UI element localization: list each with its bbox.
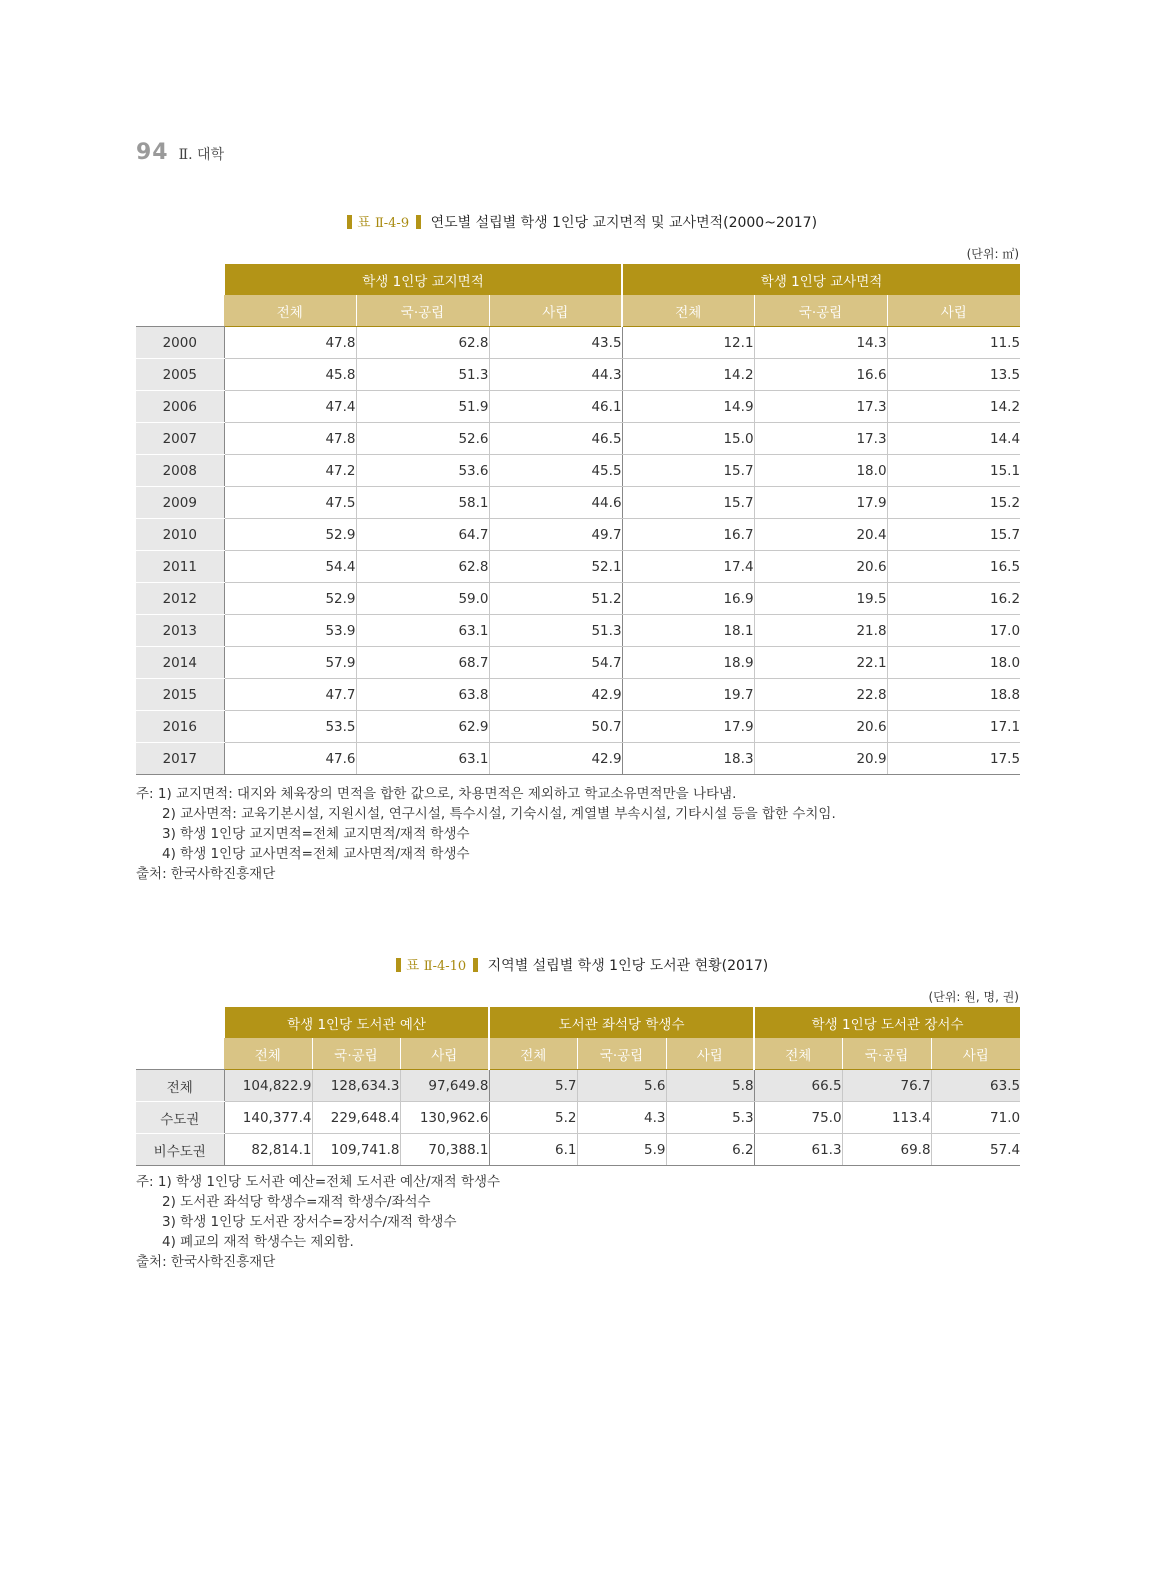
table-cell: 17.9 — [754, 487, 887, 519]
table-cell: 57.9 — [224, 647, 356, 679]
table-cell: 5.6 — [577, 1070, 666, 1102]
table-cell: 5.7 — [489, 1070, 577, 1102]
table-cell: 75.0 — [754, 1102, 842, 1134]
table-cell: 66.5 — [754, 1070, 842, 1102]
table-cell: 52.1 — [489, 551, 622, 583]
row-header: 2011 — [136, 551, 224, 583]
table-cell: 15.1 — [887, 455, 1020, 487]
note: 3) 학생 1인당 교지면적=전체 교지면적/재적 학생수 — [162, 826, 470, 842]
table-cell: 57.4 — [931, 1134, 1020, 1166]
table-cell: 17.1 — [887, 711, 1020, 743]
table-cell: 17.9 — [622, 711, 754, 743]
table1-caption — [0, 212, 1159, 232]
table-cell: 18.0 — [754, 455, 887, 487]
table-cell: 63.5 — [931, 1070, 1020, 1102]
column-header: 사립 — [887, 295, 1020, 327]
table-cell: 17.0 — [887, 615, 1020, 647]
table-cell: 61.3 — [754, 1134, 842, 1166]
table-row — [136, 487, 1020, 519]
table-cell: 54.7 — [489, 647, 622, 679]
row-header: 2007 — [136, 423, 224, 455]
table-cell: 5.8 — [666, 1070, 754, 1102]
group-header: 학생 1인당 도서관 장서수 — [754, 1007, 1020, 1038]
table-cell: 53.5 — [224, 711, 356, 743]
column-header: 국·공립 — [356, 295, 489, 327]
table-cell: 49.7 — [489, 519, 622, 551]
table-cell: 52.9 — [224, 583, 356, 615]
corner-cell — [136, 1007, 224, 1070]
column-header: 국·공립 — [577, 1038, 666, 1070]
source: 출처: 한국사학진흥재단 — [136, 866, 276, 882]
table-cell: 14.4 — [887, 423, 1020, 455]
group-header: 도서관 좌석당 학생수 — [489, 1007, 754, 1038]
table-cell: 47.2 — [224, 455, 356, 487]
table1-title: 연도별 설립별 학생 1인당 교지면적 및 교사면적(2000~2017) — [430, 215, 818, 231]
page-number: 94 — [136, 140, 169, 165]
table2-label: 표 — [405, 958, 420, 974]
note: 3) 학생 1인당 도서관 장서수=장서수/재적 학생수 — [162, 1214, 457, 1230]
table-cell: 71.0 — [931, 1102, 1020, 1134]
table-cell: 22.1 — [754, 647, 887, 679]
column-header: 사립 — [666, 1038, 754, 1070]
table-cell: 63.1 — [356, 615, 489, 647]
table-cell: 6.2 — [666, 1134, 754, 1166]
table-cell: 53.9 — [224, 615, 356, 647]
corner-cell — [136, 264, 224, 327]
table-cell: 16.9 — [622, 583, 754, 615]
table-cell: 14.3 — [754, 327, 887, 359]
table-cell: 15.2 — [887, 487, 1020, 519]
caption-bar-icon — [473, 958, 478, 972]
table1-label: 표 — [356, 215, 371, 231]
column-header: 국·공립 — [312, 1038, 400, 1070]
table-cell: 15.7 — [622, 487, 754, 519]
row-header: 2016 — [136, 711, 224, 743]
row-header: 수도권 — [136, 1102, 224, 1134]
table2-number: Ⅱ-4-10 — [423, 959, 467, 974]
row-header: 2005 — [136, 359, 224, 391]
page-header — [136, 140, 224, 165]
column-header: 사립 — [400, 1038, 489, 1070]
table-cell: 18.3 — [622, 743, 754, 775]
table-cell: 58.1 — [356, 487, 489, 519]
table-cell: 64.7 — [356, 519, 489, 551]
table-cell: 15.7 — [622, 455, 754, 487]
table-cell: 16.7 — [622, 519, 754, 551]
table-cell: 53.6 — [356, 455, 489, 487]
table1-notes — [136, 784, 836, 884]
table-cell: 16.6 — [754, 359, 887, 391]
column-header: 전체 — [224, 1038, 312, 1070]
table-cell: 15.7 — [887, 519, 1020, 551]
table-cell: 5.9 — [577, 1134, 666, 1166]
table-cell: 45.5 — [489, 455, 622, 487]
table-row — [136, 1070, 1020, 1102]
table-cell: 62.8 — [356, 551, 489, 583]
table-cell: 4.3 — [577, 1102, 666, 1134]
table-cell: 21.8 — [754, 615, 887, 647]
column-header: 사립 — [931, 1038, 1020, 1070]
table-cell: 13.5 — [887, 359, 1020, 391]
table-row — [136, 519, 1020, 551]
table2-title: 지역별 설립별 학생 1인당 도서관 현황(2017) — [487, 958, 769, 974]
table1-number: Ⅱ-4-9 — [374, 216, 410, 231]
table-cell: 54.4 — [224, 551, 356, 583]
table-row — [136, 615, 1020, 647]
table-cell: 51.3 — [356, 359, 489, 391]
row-header: 2008 — [136, 455, 224, 487]
table-cell: 47.6 — [224, 743, 356, 775]
table-cell: 46.1 — [489, 391, 622, 423]
table-cell: 43.5 — [489, 327, 622, 359]
table-cell: 104,822.9 — [224, 1070, 312, 1102]
table-cell: 62.8 — [356, 327, 489, 359]
table1-unit: (단위: ㎡) — [966, 247, 1019, 261]
table-cell: 109,741.8 — [312, 1134, 400, 1166]
row-header: 비수도권 — [136, 1134, 224, 1166]
group-header: 학생 1인당 교사면적 — [622, 264, 1020, 295]
table-row — [136, 743, 1020, 775]
row-header: 2000 — [136, 327, 224, 359]
table-cell: 5.2 — [489, 1102, 577, 1134]
table-cell: 97,649.8 — [400, 1070, 489, 1102]
table-cell: 47.8 — [224, 423, 356, 455]
table-cell: 52.6 — [356, 423, 489, 455]
table-cell: 68.7 — [356, 647, 489, 679]
caption-bar-icon — [416, 215, 421, 229]
table-row — [136, 711, 1020, 743]
note: 4) 학생 1인당 교사면적=전체 교사면적/재적 학생수 — [162, 846, 470, 862]
row-header: 2010 — [136, 519, 224, 551]
row-header: 2009 — [136, 487, 224, 519]
table1 — [136, 264, 1020, 775]
caption-bar-icon — [396, 958, 401, 972]
table-cell: 14.9 — [622, 391, 754, 423]
table-cell: 76.7 — [842, 1070, 931, 1102]
table-cell: 51.2 — [489, 583, 622, 615]
column-header: 국·공립 — [842, 1038, 931, 1070]
table-row — [136, 327, 1020, 359]
table-cell: 44.6 — [489, 487, 622, 519]
note: 2) 교사면적: 교육기본시설, 지원시설, 연구시설, 특수시설, 기숙시설, 계열별 부속시설, 기타시설 등을 합한 수치임. — [162, 806, 836, 822]
column-header: 사립 — [489, 295, 622, 327]
table-cell: 130,962.6 — [400, 1102, 489, 1134]
table-row — [136, 391, 1020, 423]
note: 2) 도서관 좌석당 학생수=재적 학생수/좌석수 — [162, 1194, 431, 1210]
table-cell: 5.3 — [666, 1102, 754, 1134]
table-row — [136, 583, 1020, 615]
table-cell: 19.7 — [622, 679, 754, 711]
table-cell: 51.9 — [356, 391, 489, 423]
table-row — [136, 551, 1020, 583]
table-cell: 18.1 — [622, 615, 754, 647]
table-cell: 46.5 — [489, 423, 622, 455]
column-header: 전체 — [224, 295, 356, 327]
table-cell: 19.5 — [754, 583, 887, 615]
table-cell: 20.6 — [754, 711, 887, 743]
table-cell: 18.9 — [622, 647, 754, 679]
table-cell: 17.3 — [754, 423, 887, 455]
table-row — [136, 455, 1020, 487]
note: 4) 폐교의 재적 학생수는 제외함. — [162, 1234, 354, 1250]
table-cell: 14.2 — [622, 359, 754, 391]
table-row — [136, 679, 1020, 711]
table-cell: 20.4 — [754, 519, 887, 551]
row-header: 2006 — [136, 391, 224, 423]
table-cell: 18.0 — [887, 647, 1020, 679]
table-cell: 47.7 — [224, 679, 356, 711]
table-cell: 47.4 — [224, 391, 356, 423]
table-cell: 20.6 — [754, 551, 887, 583]
row-header: 2015 — [136, 679, 224, 711]
column-header: 전체 — [489, 1038, 577, 1070]
table-cell: 16.2 — [887, 583, 1020, 615]
table-cell: 22.8 — [754, 679, 887, 711]
table-row — [136, 1102, 1020, 1134]
table-cell: 17.3 — [754, 391, 887, 423]
table-cell: 42.9 — [489, 743, 622, 775]
table-row — [136, 359, 1020, 391]
row-header: 2014 — [136, 647, 224, 679]
table-cell: 6.1 — [489, 1134, 577, 1166]
note: 주: 1) 교지면적: 대지와 체육장의 면적을 합한 값으로, 차용면적은 제외하고 학교소유면적만을 나타냄. — [136, 786, 737, 802]
row-header: 전체 — [136, 1070, 224, 1102]
table-cell: 17.4 — [622, 551, 754, 583]
table2 — [136, 1007, 1020, 1166]
table-cell: 16.5 — [887, 551, 1020, 583]
table-cell: 15.0 — [622, 423, 754, 455]
row-header: 2013 — [136, 615, 224, 647]
table-cell: 17.5 — [887, 743, 1020, 775]
row-header: 2017 — [136, 743, 224, 775]
table-cell: 52.9 — [224, 519, 356, 551]
table-row — [136, 1134, 1020, 1166]
table2-unit: (단위: 원, 명, 권) — [928, 990, 1019, 1004]
table-cell: 113.4 — [842, 1102, 931, 1134]
table-cell: 82,814.1 — [224, 1134, 312, 1166]
group-header: 학생 1인당 교지면적 — [224, 264, 622, 295]
table-cell: 69.8 — [842, 1134, 931, 1166]
column-header: 전체 — [622, 295, 754, 327]
table-cell: 11.5 — [887, 327, 1020, 359]
row-header: 2012 — [136, 583, 224, 615]
table-cell: 229,648.4 — [312, 1102, 400, 1134]
column-header: 국·공립 — [754, 295, 887, 327]
table-row — [136, 423, 1020, 455]
table-row — [136, 647, 1020, 679]
table-cell: 140,377.4 — [224, 1102, 312, 1134]
chapter-title: Ⅱ. 대학 — [178, 147, 225, 163]
table-cell: 70,388.1 — [400, 1134, 489, 1166]
table-cell: 47.5 — [224, 487, 356, 519]
source: 출처: 한국사학진흥재단 — [136, 1254, 276, 1270]
table-cell: 128,634.3 — [312, 1070, 400, 1102]
table-cell: 18.8 — [887, 679, 1020, 711]
table-cell: 63.1 — [356, 743, 489, 775]
table-cell: 20.9 — [754, 743, 887, 775]
caption-bar-icon — [347, 215, 352, 229]
table2-caption — [0, 955, 1159, 975]
table-cell: 63.8 — [356, 679, 489, 711]
table-cell: 14.2 — [887, 391, 1020, 423]
table-cell: 45.8 — [224, 359, 356, 391]
table-cell: 12.1 — [622, 327, 754, 359]
table-cell: 50.7 — [489, 711, 622, 743]
table-cell: 51.3 — [489, 615, 622, 647]
group-header: 학생 1인당 도서관 예산 — [224, 1007, 489, 1038]
table2-notes — [136, 1172, 500, 1272]
table-cell: 62.9 — [356, 711, 489, 743]
table-cell: 59.0 — [356, 583, 489, 615]
column-header: 전체 — [754, 1038, 842, 1070]
note: 주: 1) 학생 1인당 도서관 예산=전체 도서관 예산/재적 학생수 — [136, 1174, 501, 1190]
table-cell: 47.8 — [224, 327, 356, 359]
table-cell: 44.3 — [489, 359, 622, 391]
table-cell: 42.9 — [489, 679, 622, 711]
